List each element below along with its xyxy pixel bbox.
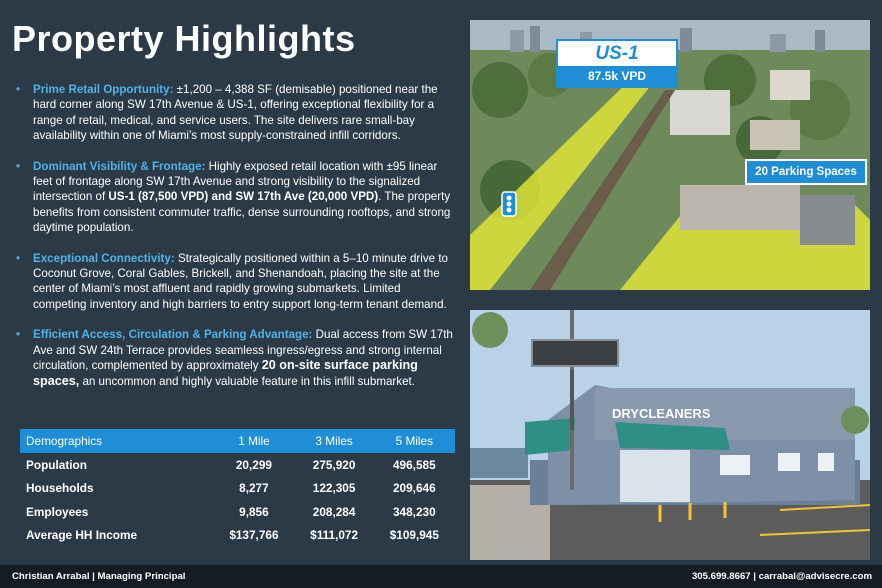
- table-row: [20, 500, 455, 524]
- row-label: Households: [26, 481, 94, 496]
- bullet-dot-icon: •: [16, 328, 21, 342]
- footer-bar: [0, 565, 882, 588]
- highlight-text: . The property benefits from consistent commuter traffic, dense surrounding rooftops, and strong daytime population.: [33, 190, 451, 235]
- highlight-lead: Prime Retail Opportunity:: [33, 83, 174, 96]
- highlight-lead: Dominant Visibility & Frontage:: [33, 159, 206, 173]
- table-cell: 9,856: [239, 504, 269, 519]
- road-label: US-1: [595, 43, 639, 64]
- demographics-header-cell: Demographics: [20, 429, 213, 453]
- highlight-text: ±1,200 – 4,388 SF (demisable) positioned near the hard corner along SW 17th Avenue & US-1, offering exceptional flexibility for a range of retail, medical, and service users. The site delivers rare small-bay availability within one of Miami’s most supply-constrained infill corridors.: [33, 83, 438, 143]
- table-cell: $111,072: [310, 528, 359, 543]
- highlight-text: Highly exposed retail location with ±95 linear feet of frontage along SW 17th Avenue and strong visibility to the signalized intersection of: [33, 159, 438, 204]
- table-cell: $137,766: [229, 528, 279, 543]
- row-label: Employees: [26, 504, 89, 519]
- table-cell: 8,277: [239, 481, 269, 496]
- demographics-header-row: [20, 429, 455, 453]
- footer-contact-info[interactable]: 305.699.8667 | carrabal@advisecre.com: [691, 571, 872, 582]
- highlight-emphasis: US-1 (87,500 VPD) and SW 17th Ave (20,000 VPD): [108, 190, 379, 204]
- highlight-lead: Exceptional Connectivity:: [33, 251, 175, 265]
- us1-callout: [556, 39, 678, 88]
- traffic-count: 87.5k VPD: [558, 66, 676, 86]
- table-cell: $109,945: [389, 528, 439, 543]
- parking-callout: 20 Parking Spaces: [745, 159, 867, 185]
- demographics-table: [20, 429, 455, 547]
- highlight-text: Strategically positioned within a 5–10 minute drive to Coconut Grove, Coral Gables, Brickell, and Shenandoah, placing the site at the center of Miami’s most affluent and rapidly growing submarkets. Limited competing inventory and high barriers to entry support long-term tenant demand.: [33, 251, 448, 311]
- highlights-list: [14, 82, 454, 404]
- table-cell: 209,646: [393, 481, 436, 496]
- highlight-bullet: [14, 82, 454, 144]
- highlight-bullet: [14, 159, 454, 236]
- row-label: Population: [26, 457, 87, 472]
- bullet-dot-icon: •: [16, 159, 21, 173]
- bullet-dot-icon: •: [16, 251, 21, 265]
- table-row: [20, 524, 455, 548]
- demographics-header-cell: 5 Miles: [374, 429, 455, 453]
- highlight-bullet: [14, 251, 454, 313]
- highlight-text: Dual access from SW 17th Ave and SW 24th Terrace provides seamless ingress/egress and strong internal circulation, complemented by approximately: [33, 328, 453, 373]
- bullet-dot-icon: •: [16, 83, 21, 96]
- highlight-emphasis: 20 on-site surface parking spaces,: [33, 358, 418, 388]
- demographics-header-cell: 3 Miles: [295, 429, 374, 453]
- row-label: Average HH Income: [26, 528, 138, 543]
- footer-contact-name: Christian Arrabal | Managing Principal: [12, 571, 186, 582]
- table-cell: 208,284: [312, 504, 356, 519]
- store-sign: DRYCLEANERS: [612, 406, 711, 421]
- table-cell: 496,585: [393, 457, 436, 472]
- table-cell: 20,299: [235, 457, 272, 472]
- table-cell: 348,230: [393, 504, 436, 519]
- highlight-lead: Efficient Access, Circulation & Parking Advantage:: [33, 328, 313, 342]
- storefront-illustration: [470, 310, 870, 560]
- highlight-text: an uncommon and highly valuable feature in this infill submarket.: [79, 374, 415, 388]
- table-cell: 122,305: [312, 481, 356, 496]
- table-cell: 275,920: [312, 457, 356, 472]
- highlight-bullet: [14, 327, 454, 389]
- page-title: Property Highlights: [12, 18, 356, 59]
- demographics-header-cell: 1 Mile: [213, 429, 294, 453]
- table-row: [20, 453, 455, 477]
- storefront-photo: [470, 310, 870, 560]
- table-row: [20, 477, 455, 501]
